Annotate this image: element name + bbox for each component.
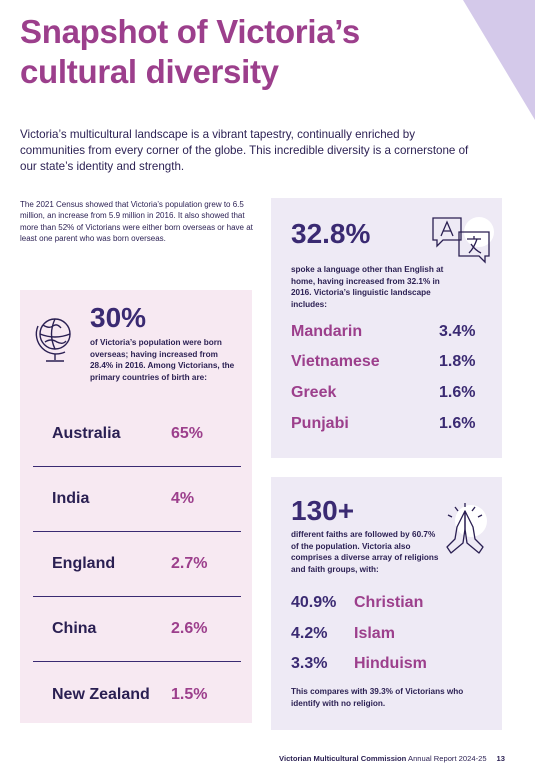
- languages-headline: 32.8%: [291, 218, 371, 249]
- faith-percentage: 40.9%: [291, 594, 337, 611]
- language-name: Mandarin: [291, 323, 363, 340]
- praying-hands-icon: [435, 499, 495, 559]
- faith-row: [291, 594, 486, 618]
- census-paragraph: The 2021 Census showed that Victoria’s population grew to 6.5 million, an increase from 5.9 million in 2016. It also showed that more than 52% of Victorians were either born overseas or have at least one parent who was born overseas.: [20, 200, 253, 244]
- born-overseas-headline: 30%: [90, 302, 147, 333]
- born-overseas-description: of Victoria’s population were born overseas; having increased from 28.4% in 2016. Among Victorians, the primary countries of birth are:: [90, 338, 235, 382]
- language-name: Punjabi: [291, 415, 349, 432]
- country-row: [33, 402, 241, 467]
- language-row: [291, 384, 486, 408]
- country-name: Australia: [52, 425, 121, 442]
- faiths-headline: 130+: [291, 495, 355, 526]
- language-row: [291, 415, 486, 439]
- page-title: Snapshot of Victoria’s cultural diversity: [20, 13, 360, 90]
- country-row: [33, 532, 241, 597]
- country-percentage: 4%: [171, 490, 195, 507]
- country-row: [33, 597, 241, 662]
- country-row: [33, 662, 241, 727]
- no-religion-note: This compares with 39.3% of Victorians who identify with no religion.: [291, 687, 464, 708]
- faith-name: Hinduism: [354, 655, 427, 672]
- language-percentage: 3.4%: [439, 323, 476, 340]
- country-percentage: 2.6%: [171, 620, 208, 637]
- country-name: China: [52, 620, 97, 637]
- languages-panel: [271, 198, 502, 458]
- language-name: Vietnamese: [291, 353, 380, 370]
- corner-decoration: [463, 0, 535, 120]
- faith-row: [291, 625, 486, 649]
- country-percentage: 65%: [171, 425, 204, 442]
- born-overseas-panel: [20, 290, 252, 723]
- language-percentage: 1.6%: [439, 415, 476, 432]
- language-row: [291, 323, 486, 347]
- faith-percentage: 3.3%: [291, 655, 328, 672]
- faith-name: Christian: [354, 594, 424, 611]
- faith-row: [291, 655, 486, 679]
- page-number: 13: [496, 754, 505, 763]
- language-percentage: 1.8%: [439, 353, 476, 370]
- page-footer: [279, 754, 505, 763]
- globe-icon: [33, 314, 77, 366]
- faiths-description: different faiths are followed by 60.7% of the population. Victoria also comprises a diverse array of religions and faith groups, with:: [291, 530, 439, 574]
- faith-percentage: 4.2%: [291, 625, 328, 642]
- faiths-panel: [271, 477, 502, 730]
- country-name: New Zealand: [52, 685, 150, 703]
- country-row: [33, 467, 241, 532]
- footer-organisation: Victorian Multicultural Commission: [279, 754, 407, 763]
- intro-paragraph: Victoria’s multicultural landscape is a vibrant tapestry, continually enriched by communities from every corner of the globe. This incredible diversity is a cornerstone of our state’s identity and strength.: [20, 128, 469, 173]
- country-percentage: 2.7%: [171, 555, 208, 572]
- language-name: Greek: [291, 384, 337, 401]
- faith-name: Islam: [354, 625, 395, 642]
- country-name: England: [52, 555, 116, 572]
- language-percentage: 1.6%: [439, 384, 476, 401]
- country-name: India: [52, 490, 90, 507]
- languages-description: spoke a language other than English at home, having increased from 32.1% in 2016. Victoria’s linguistic landscape includes:: [291, 265, 444, 309]
- footer-report: Annual Report 2024-25: [406, 754, 487, 763]
- language-row: [291, 353, 486, 377]
- country-percentage: 1.5%: [171, 685, 208, 703]
- translate-icon: [429, 212, 495, 270]
